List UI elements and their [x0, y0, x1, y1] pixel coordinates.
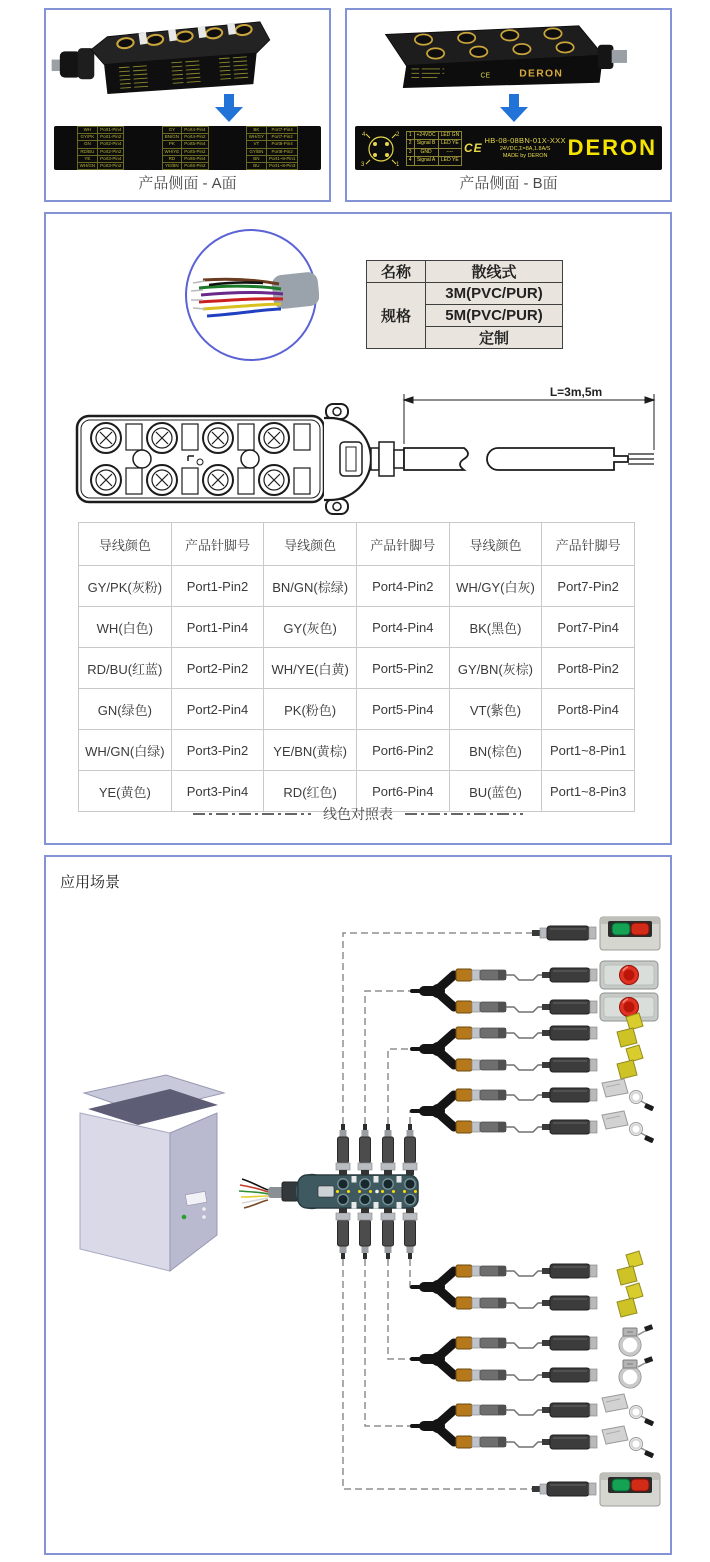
table-row: RD/BU(红蓝) Port2-Pin2 WH/YE(白黄) Port5-Pin2 GY/BN(灰棕) Port8-Pin2: [79, 648, 635, 689]
table-row: YE(黄色) Port3-Pin4 RD(红色) Port6-Pin4 BU(蓝色) Port1~8-Pin3: [79, 771, 635, 812]
spec-panel: [44, 212, 672, 845]
spec-name-label: 名称: [367, 261, 426, 283]
bracket-sensor-icon: [602, 1111, 654, 1143]
direct-connector: [532, 926, 596, 940]
spec-name-value: 散线式: [426, 261, 563, 283]
side-a-panel: [44, 8, 331, 202]
bracket-sensor-icon: [602, 1394, 654, 1426]
pinout-diagram-icon: [360, 128, 402, 168]
dash-decoration: [405, 813, 523, 815]
dimension-label: L=3m,5m: [549, 386, 603, 399]
yellow-actuator-icon: [617, 1251, 643, 1285]
brand-logo: DERON: [567, 135, 658, 160]
pushbutton-station-icon: [600, 1473, 660, 1506]
control-cabinet-icon: [80, 1075, 224, 1271]
wire-color-table: [78, 522, 635, 812]
side-b-panel: [345, 8, 672, 202]
svg-text:3: 3: [360, 162, 365, 168]
dimension-line: [404, 394, 654, 450]
bracket-sensor-icon: [602, 1426, 654, 1458]
cable-photo-circle: [183, 228, 319, 362]
estop-button-icon: [600, 961, 658, 989]
model-number: HB-08-08BN-01X-XXX: [484, 135, 566, 145]
cable-drawing: [404, 448, 654, 470]
wire-table-caption: 线色对照表: [46, 804, 670, 824]
dash-decoration: [193, 813, 311, 815]
side-a-label-group: GY Port4-Pin4 BN/GN Port4-Pin2 PK Port5-Pin4 WH/YE Port5-Pin2 RD Port6-Pin4 YE/BN Port6-Pin2: [162, 126, 209, 169]
clamp-sensor-icon: [619, 1324, 653, 1356]
made-by: MADE by DERON: [502, 153, 548, 160]
model-info: [485, 136, 566, 161]
svg-text:2: 2: [395, 132, 400, 138]
direct-connector: [532, 1482, 596, 1496]
down-arrow-icon: [499, 94, 529, 122]
brand-on-photo: DERON: [519, 68, 564, 80]
bracket-sensor-icon: [602, 1079, 654, 1111]
side-b-caption: 产品侧面 - B面: [459, 175, 558, 192]
rating: 24VDC,Σ=8A,1.8A/S: [499, 145, 551, 152]
table-row: GY/PK(灰粉) Port1-Pin2 BN/GN(棕绿) Port4-Pin2 WH/GY(白灰) Port7-Pin2: [79, 566, 635, 607]
down-arrow-icon: [214, 94, 244, 122]
application-title: 应用场景: [60, 874, 121, 891]
wire-table-header-row: 导线颜色 产品针脚号 导线颜色 产品针脚号 导线颜色 产品针脚号: [79, 523, 635, 566]
svg-text:1: 1: [395, 162, 400, 168]
table-row: GN(绿色) Port2-Pin4 PK(粉色) Port5-Pin4 VT(紫色) Port8-Pin4: [79, 689, 635, 730]
technical-drawing: [54, 386, 666, 518]
ce-mark: CE: [464, 141, 483, 155]
table-row: WH/GN(白绿) Port3-Pin2 YE/BN(黄棕) Port6-Pin2 BN(棕色) Port1~8-Pin1: [79, 730, 635, 771]
y-splitter-group: [412, 968, 597, 1449]
clamp-sensor-icon: [619, 1356, 653, 1388]
junction-box-icon: [268, 1175, 418, 1209]
flying-leads: [239, 1179, 268, 1208]
spec-value: 定制: [426, 327, 563, 349]
side-a-label-strip: [54, 126, 321, 170]
spec-table: [366, 260, 563, 349]
side-a-caption: 产品侧面 - A面: [138, 175, 237, 192]
table-row: WH(白色) Port1-Pin4 GY(灰色) Port4-Pin4 BK(黑色) Port7-Pin4: [79, 607, 635, 648]
pushbutton-station-icon: [600, 917, 660, 950]
svg-text:4: 4: [361, 132, 366, 138]
side-a-product-photo: [50, 12, 280, 94]
ce-mark-photo: CE: [480, 72, 491, 80]
cable-stub: [612, 50, 628, 63]
side-a-label-group: BK Port7-Pin4 WH/GY Port7-Pin2 VT Port8-Pin4 GY/BN Port8-Pin2 BN Port1~8-Pin1 BU Port1~8-Pin3: [246, 126, 299, 169]
spec-value: 5M(PVC/PUR): [426, 305, 563, 327]
application-panel: [44, 855, 672, 1555]
spec-spec-label: 规格: [367, 283, 426, 349]
side-b-product-photo: [351, 12, 627, 94]
yellow-actuator-icon: [617, 1045, 643, 1079]
side-a-label-group: WH Port1-Pin4 GY/PK Port1-Pin2 GN Port2-Pin4 RD/BU Port2-Pin2 YE Port3-Pin4 WH/GN Port3-Pin2: [77, 126, 125, 169]
application-diagram: [46, 857, 670, 1553]
spec-value: 3M(PVC/PUR): [426, 283, 563, 305]
yellow-actuator-icon: [617, 1283, 643, 1317]
side-b-label-strip: [355, 126, 662, 170]
pin-function-table: 1 +24VDC LED GN 2 Signal B LED YE 3 GND ---- 4 Signal A LED YE: [406, 131, 462, 166]
